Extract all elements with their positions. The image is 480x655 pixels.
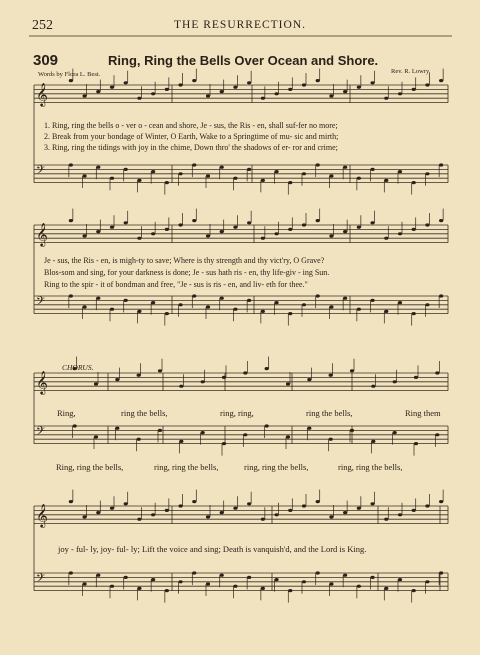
note-head [158, 429, 162, 432]
note-head [82, 94, 86, 97]
note-head [233, 177, 237, 180]
note-head [192, 79, 196, 82]
note-head [398, 92, 402, 95]
note-head [137, 518, 141, 521]
note-head [425, 504, 429, 507]
chorus-lower-1: Ring, ring the bells, [56, 462, 124, 472]
note-head [357, 308, 361, 311]
note-head [398, 301, 402, 304]
note-head [274, 232, 278, 235]
note-head [261, 237, 265, 240]
note-head [137, 97, 141, 100]
note-head [137, 587, 141, 590]
note-head [329, 515, 333, 518]
note-head [412, 589, 416, 592]
note-head [412, 88, 416, 91]
note-head [110, 177, 114, 180]
note-head [201, 380, 205, 383]
note-head [307, 427, 311, 430]
verse-1-cont-lyric: Je - sus, the Ris - en, is migh-ty to save; Where is thy strength and thy vict'ry, O Grave? [44, 256, 325, 265]
note-head [220, 166, 224, 169]
note-head [265, 424, 269, 427]
note-head [233, 308, 237, 311]
note-head [192, 294, 196, 297]
note-head [329, 582, 333, 585]
note-head [398, 170, 402, 173]
note-head [247, 81, 251, 84]
note-head [384, 97, 388, 100]
note-head [220, 297, 224, 300]
note-head [343, 230, 347, 233]
note-head [398, 232, 402, 235]
note-head [96, 297, 100, 300]
note-head [73, 424, 77, 427]
note-head [343, 90, 347, 93]
note-head [151, 578, 155, 581]
verse-2-cont-lyric: Blos-som and sing, for your darkness is done; Je - sus hath ris - en, thy life-giv - ing Sun. [44, 268, 330, 277]
note-head [178, 504, 182, 507]
note-head [220, 90, 224, 93]
treble-clef-icon: 𝄞 [36, 222, 48, 246]
note-head [370, 221, 374, 224]
note-head [233, 507, 237, 510]
note-head [370, 299, 374, 302]
note-head [82, 305, 86, 308]
note-head [137, 374, 141, 377]
note-head [82, 515, 86, 518]
note-head [220, 574, 224, 577]
note-head [425, 83, 429, 86]
note-head [343, 511, 347, 514]
note-head [220, 511, 224, 514]
note-head [222, 442, 226, 445]
note-head [82, 234, 86, 237]
chorus-upper-2: ring the bells, [121, 408, 168, 418]
note-head [222, 376, 226, 379]
note-head [261, 587, 265, 590]
note-head [357, 226, 361, 229]
note-head [384, 237, 388, 240]
note-head [178, 303, 182, 306]
note-head [192, 163, 196, 166]
note-head [302, 83, 306, 86]
note-head [178, 223, 182, 226]
note-head [288, 228, 292, 231]
note-head [243, 371, 247, 374]
note-head [302, 303, 306, 306]
note-head [69, 163, 73, 166]
note-head [384, 587, 388, 590]
note-head [69, 500, 73, 503]
note-head [286, 435, 290, 438]
hymn-number: 309 [33, 52, 59, 69]
running-title: THE RESURRECTION. [174, 19, 306, 31]
note-head [425, 303, 429, 306]
note-head [179, 385, 183, 388]
note-head [261, 179, 265, 182]
note-head [439, 294, 443, 297]
note-head [439, 163, 443, 166]
note-head [165, 509, 169, 512]
note-head [124, 221, 128, 224]
note-head [439, 500, 443, 503]
note-head [288, 88, 292, 91]
note-head [316, 294, 320, 297]
note-head [96, 511, 100, 514]
chorus-upper-5: Ring them [405, 408, 441, 418]
note-head [206, 94, 210, 97]
verse-3-cont-lyric: Ring to the spir - it of bondman and free, "Je - sus is ris - en, and liv- eth for thee." [44, 280, 308, 289]
note-head [370, 502, 374, 505]
note-head [435, 433, 439, 436]
treble-clef-icon: 𝄞 [36, 370, 48, 394]
note-head [357, 585, 361, 588]
note-head [370, 576, 374, 579]
words-credit: Words by Flora L. Best. [38, 71, 101, 78]
note-head [412, 228, 416, 231]
note-head [439, 571, 443, 574]
note-head [384, 518, 388, 521]
note-head [316, 571, 320, 574]
note-head [151, 170, 155, 173]
note-head [137, 179, 141, 182]
note-head [274, 578, 278, 581]
note-head [357, 507, 361, 510]
chorus-lower-3: ring, ring the bells, [244, 462, 309, 472]
note-head [247, 221, 251, 224]
note-head [165, 228, 169, 231]
note-head [384, 179, 388, 182]
note-head [110, 585, 114, 588]
note-head [96, 574, 100, 577]
note-head [357, 86, 361, 89]
note-head [288, 312, 292, 315]
note-head [247, 576, 251, 579]
note-head [192, 500, 196, 503]
note-head [233, 585, 237, 588]
note-head [115, 427, 119, 430]
note-head [110, 226, 114, 229]
note-head [435, 371, 439, 374]
note-head [398, 513, 402, 516]
note-head [206, 515, 210, 518]
note-head [192, 219, 196, 222]
note-head [343, 166, 347, 169]
note-head [286, 382, 290, 385]
bass-clef-icon: 𝄢 [36, 425, 46, 441]
note-head [302, 504, 306, 507]
note-head [371, 440, 375, 443]
note-head [124, 168, 128, 171]
note-head [370, 81, 374, 84]
note-head [243, 433, 247, 436]
note-head [69, 571, 73, 574]
note-head [414, 376, 418, 379]
note-head [265, 367, 269, 370]
note-head [329, 374, 333, 377]
note-head [247, 502, 251, 505]
chorus-label: CHORUS. [62, 363, 94, 372]
note-head [96, 90, 100, 93]
note-head [158, 369, 162, 372]
note-head [350, 429, 354, 432]
note-head [96, 230, 100, 233]
note-head [425, 172, 429, 175]
note-head [201, 431, 205, 434]
note-head [329, 438, 333, 441]
note-head [247, 299, 251, 302]
chorus-lower-4: ring, ring the bells, [338, 462, 403, 472]
note-head [439, 219, 443, 222]
note-head [261, 310, 265, 313]
chorus-lower-2: ring, ring the bells, [154, 462, 219, 472]
treble-clef-icon: 𝄞 [36, 503, 48, 527]
note-head [165, 589, 169, 592]
note-head [124, 502, 128, 505]
note-head [412, 181, 416, 184]
music-credit: Rev. R. Lowry. [391, 68, 431, 75]
note-head [414, 442, 418, 445]
note-head [178, 580, 182, 583]
note-head [302, 580, 306, 583]
note-head [261, 518, 265, 521]
page-number: 252 [32, 18, 53, 33]
note-head [151, 513, 155, 516]
note-head [357, 177, 361, 180]
note-head [288, 181, 292, 184]
note-head [165, 312, 169, 315]
chorus-upper-1: Ring, [57, 408, 76, 418]
verse-1-lyric: 1. Ring, ring the bells o - ver o - cean and shore, Je - sus, the Ris - en, shall suf-fer no more; [44, 121, 338, 130]
bass-clef-icon: 𝄢 [36, 164, 46, 180]
note-head [329, 94, 333, 97]
note-head [178, 172, 182, 175]
note-head [425, 580, 429, 583]
note-head [206, 305, 210, 308]
note-head [343, 297, 347, 300]
note-head [302, 223, 306, 226]
note-head [412, 509, 416, 512]
note-head [412, 312, 416, 315]
note-head [274, 513, 278, 516]
note-head [316, 163, 320, 166]
note-head [316, 79, 320, 82]
chorus-upper-4: ring the bells, [306, 408, 353, 418]
note-head [398, 578, 402, 581]
note-head [261, 97, 265, 100]
note-head [329, 234, 333, 237]
note-head [124, 299, 128, 302]
note-head [137, 237, 141, 240]
note-head [115, 378, 119, 381]
treble-clef-icon: 𝄞 [36, 82, 48, 106]
note-head [329, 174, 333, 177]
note-head [393, 380, 397, 383]
note-head [233, 226, 237, 229]
note-head [110, 507, 114, 510]
note-head [137, 310, 141, 313]
note-head [439, 79, 443, 82]
note-head [178, 83, 182, 86]
note-head [274, 170, 278, 173]
note-head [165, 88, 169, 91]
note-head [96, 166, 100, 169]
note-head [233, 86, 237, 89]
note-head [274, 301, 278, 304]
chorus-upper-3: ring, ring, [220, 408, 254, 418]
note-head [69, 294, 73, 297]
note-head [274, 92, 278, 95]
note-head [329, 305, 333, 308]
note-head [247, 168, 251, 171]
note-head [288, 509, 292, 512]
verse-2-lyric: 2. Break from your bondage of Winter, O Earth, Wake to a Springtime of mu- sic and mirth; [44, 132, 339, 141]
note-head [69, 79, 73, 82]
bass-clef-icon: 𝄢 [36, 295, 46, 311]
note-head [307, 378, 311, 381]
note-head [124, 576, 128, 579]
note-head [206, 582, 210, 585]
note-head [371, 385, 375, 388]
note-head [370, 168, 374, 171]
note-head [110, 308, 114, 311]
note-head [151, 232, 155, 235]
note-head [343, 574, 347, 577]
note-head [179, 440, 183, 443]
note-head [393, 431, 397, 434]
note-head [316, 219, 320, 222]
note-head [82, 582, 86, 585]
note-head [220, 230, 224, 233]
note-head [151, 92, 155, 95]
verse-3-lyric: 3. Ring, ring the tidings with joy in the chime, Down thro' the shadows of er- ror and crime; [44, 143, 338, 152]
note-head [384, 310, 388, 313]
note-head [206, 234, 210, 237]
note-head [192, 571, 196, 574]
note-head [124, 81, 128, 84]
note-head [94, 382, 98, 385]
note-head [350, 369, 354, 372]
note-head [165, 181, 169, 184]
bass-clef-icon: 𝄢 [36, 572, 46, 588]
note-head [425, 223, 429, 226]
note-head [82, 174, 86, 177]
note-head [94, 435, 98, 438]
note-head [151, 301, 155, 304]
note-head [316, 500, 320, 503]
note-head [288, 589, 292, 592]
note-head [302, 172, 306, 175]
note-head [69, 219, 73, 222]
note-head [110, 86, 114, 89]
note-head [137, 438, 141, 441]
note-head [206, 174, 210, 177]
hymn-title: Ring, Ring the Bells Over Ocean and Shore. [108, 53, 379, 68]
chorus-final-lyric: joy - ful- ly, joy- ful- ly; Lift the voice and sing; Death is vanquish'd, and the Lord is King. [58, 544, 367, 554]
